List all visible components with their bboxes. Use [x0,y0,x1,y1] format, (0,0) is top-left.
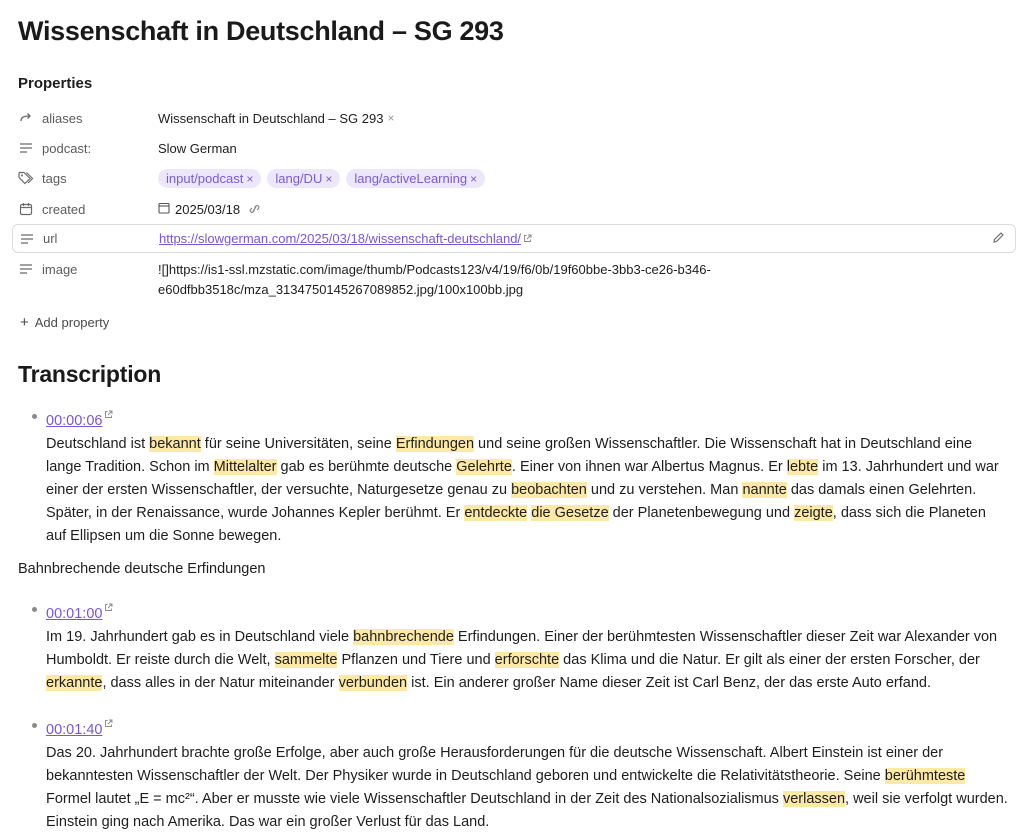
text: Pflanzen und Tiere und [337,651,495,668]
property-created[interactable] [12,195,1016,223]
text: und seine großen Wissenschaftler. Die Wissenschaft hat in Deutschland eine lange Tradition. Schon im [46,435,973,475]
properties-heading[interactable]: Properties [18,75,93,92]
property-key-aliases [12,110,158,126]
arrow-redirect-icon [18,110,34,126]
timestamp-link[interactable]: 00:01:00 [46,605,103,622]
url-link[interactable]: https://slowgerman.com/2025/03/18/wissenschaft-deutschland/ [159,231,522,246]
text: Das 20. Jahrhundert brachte große Erfolge, aber auch große Herausforderungen für die deutsche Wissenschaft. Albert Einstein ist einer der bekanntesten Wissenschaftler der Welt. Der Physiker wurde in Deutschland geboren und entwickelte die Relativitätstheorie. Seine [46,744,944,784]
page-title: Wissenschaft in Deutschland – SG 293 [18,16,504,46]
property-podcast[interactable] [12,134,1016,162]
list-item [46,405,1008,548]
tag-label: lang/activeLearning [354,170,468,186]
link-icon[interactable] [248,202,261,217]
text: , weil sie verfolgt wurden. Einstein ging nach Amerika. Das war ein großer Verlust für das Land. [46,790,1008,830]
text: , dass alles in der Natur miteinander [102,674,339,691]
paragraph [46,626,1008,695]
text: gab es berühmte deutsche [276,458,457,475]
highlight: sammelte [274,651,338,668]
external-link-icon[interactable] [104,714,113,723]
external-link-icon[interactable] [104,598,113,607]
image-key-label: image [42,261,78,277]
text: , dass sich die Planeten auf Ellipsen um die Sonne bewegen. [46,504,986,544]
property-url[interactable] [12,224,1016,253]
external-link-icon[interactable] [104,405,113,414]
text: der Planetenbewegung und [608,504,795,521]
highlight: Mittelalter [213,458,277,475]
edit-pencil-icon[interactable] [992,231,1005,247]
image-value-line: ![]https://is1-ssl.mzstatic.com/image/thumb/Podcasts123/v4/19/f6/0b/19f60bbe-3bb3-ce26-b346- [158,262,711,277]
property-tags[interactable] [12,164,1016,192]
transcription-heading: Transcription [18,361,162,387]
timestamp-link[interactable]: 00:00:06 [46,412,103,429]
highlight: nannte [742,481,787,498]
section-text: Bahnbrechende deutsche Erfindungen [18,561,266,577]
highlight: bekannt [149,435,201,452]
paragraph [46,742,1008,834]
remove-tag-icon[interactable]: × [246,171,254,186]
text: ist. Ein anderer großer Name dieser Zeit ist Carl Benz, der das erste Auto erfand. [407,674,931,691]
text: . Einer von ihnen war Albertus Magnus. Er [511,458,787,475]
highlight: verbunden [338,674,408,691]
property-key-tags [12,170,158,186]
aliases-key-label: aliases [42,110,83,126]
remove-tag-icon[interactable]: × [325,171,333,186]
bullet-icon [32,414,37,419]
text: Deutschland ist [46,435,150,452]
created-date-value[interactable]: 2025/03/18 [175,201,241,217]
tag-label: input/podcast [166,170,244,186]
list-item [46,714,1008,834]
bullet-icon [32,607,37,612]
highlight: erkannte [46,674,103,691]
calendar-icon [18,201,34,217]
text-lines-icon [18,140,34,156]
text: im 13. Jahrhundert und war einer der ersten Wissenschaftler, der versuchte, Naturgesetze genau zu [46,458,999,498]
add-property-label: Add property [34,315,110,330]
property-key-url [13,231,159,247]
podcast-key-label: podcast: [42,140,92,156]
date-picker-icon[interactable] [158,202,170,217]
tag-pill[interactable] [267,169,340,188]
highlight: verlassen [782,790,846,807]
text: für seine Universitäten, seine [200,435,396,452]
text: das damals einen Gelehrten. Später, in der Renaissance, wurde Johannes Kepler berühmt. Er [46,481,977,521]
text: das Klima und die Natur. Er gilt als einer der ersten Forscher, der [559,651,980,668]
highlight: bahnbrechende [353,628,454,645]
remove-alias-icon[interactable]: × [387,111,395,125]
property-aliases[interactable] [12,104,1016,132]
timestamp-link[interactable]: 00:01:40 [46,721,103,738]
tag-label: lang/DU [275,170,323,186]
created-key-label: created [42,201,86,217]
highlight: Gelehrte [456,458,512,475]
tags-icon [18,170,34,186]
tag-pill[interactable] [158,169,261,188]
bullet-icon [32,723,37,728]
aliases-value[interactable]: Wissenschaft in Deutschland – SG 293 [158,110,384,126]
text-lines-icon [19,231,35,247]
highlight: beobachten [511,481,587,498]
highlight: entdeckte [464,504,528,521]
property-key-image [12,261,158,277]
url-key-label: url [43,231,58,246]
plus-icon: + [20,314,29,331]
text: Erfindungen. Einer der berühmtesten Wissenschaftler dieser Zeit war Alexander von Humboldt. Er reiste durch die Welt, [46,628,998,668]
property-key-podcast [12,140,158,156]
image-value[interactable] [158,260,798,300]
tags-key-label: tags [42,170,67,186]
external-link-icon[interactable] [523,234,532,243]
text-lines-icon [18,261,34,277]
tag-pill[interactable] [346,169,485,188]
highlight: erforschte [494,651,560,668]
text: Formel lautet „E = mc²“. Aber er musste wie viele Wissenschaftler Deutschland in der Zeit des Nationalsozialismus [46,790,783,807]
text: Im 19. Jahrhundert gab es in Deutschland viele [46,628,354,645]
add-property-button[interactable] [20,314,109,331]
text: und zu verstehen. Man [586,481,743,498]
highlight: zeigte [794,504,833,521]
list-item [46,598,1008,695]
podcast-value[interactable]: Slow German [158,140,237,156]
highlight: die Gesetze [531,504,609,521]
paragraph [46,433,1008,548]
property-key-created [12,201,158,217]
highlight: Erfindungen [395,435,475,452]
highlight: lebte [786,458,819,475]
remove-tag-icon[interactable]: × [470,171,478,186]
highlight: berühmteste [884,767,966,784]
image-value-line: e60dfbb3518c/mza_3134750145267089852.jpg/100x100bb.jpg [158,282,524,297]
